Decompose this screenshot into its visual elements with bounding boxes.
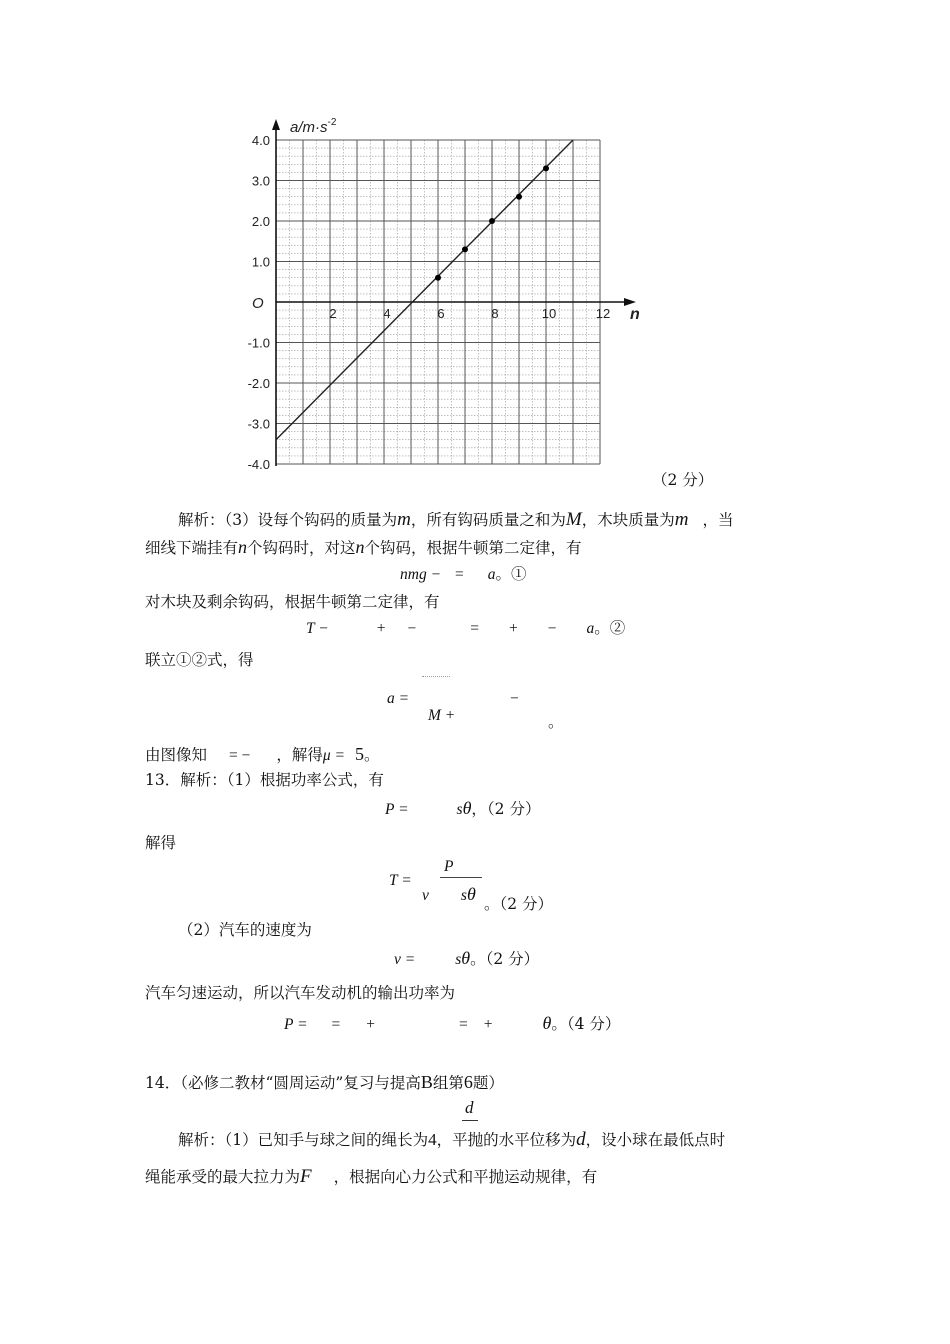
equation-1: nmg − = a。① (400, 565, 527, 583)
fraction-bar (440, 877, 482, 878)
x-tick-label: 4 (383, 306, 391, 321)
x-axis-label: n (630, 306, 640, 323)
equation-13d: P = = + = + θ。（4 分） (284, 1013, 621, 1033)
equation-3-denominator: M + (428, 707, 456, 724)
data-point (435, 275, 441, 281)
analysis-14-line-2: 绳能承受的最大拉力为F ，根据向心力公式和平抛运动规律，有 (145, 1166, 598, 1187)
x-tick-label: 12 (595, 306, 611, 321)
y-tick-label: 4.0 (251, 133, 270, 148)
y-axis-label-exponent: -2 (327, 117, 337, 128)
acceleration-vs-n-chart (240, 112, 660, 497)
equation-3-lhs: a = (387, 690, 410, 707)
chart-score: （2 分） (652, 471, 714, 489)
analysis-line-4: 联立①②式，得 (145, 651, 254, 669)
data-series (276, 140, 573, 440)
y-tick-label: -4.0 (247, 457, 270, 472)
equation-3-numerator-trace (422, 676, 450, 679)
y-tick-label: 1.0 (251, 254, 270, 270)
axes (272, 119, 636, 466)
fraction-d-numerator: d (465, 1098, 474, 1117)
equation-13b-numerator: P (444, 858, 454, 875)
x-tick-label: 8 (491, 306, 499, 321)
equation-13b-denominator: v sθ (422, 884, 476, 904)
fraction-d-bar (462, 1120, 478, 1121)
data-point (462, 246, 468, 252)
question-14-heading: 14．（必修二教材“圆周运动”复习与提高B组第6题） (145, 1072, 504, 1092)
x-tick-label: 6 (437, 306, 445, 321)
y-tick-label: -2.0 (247, 376, 270, 391)
y-axis-arrow-icon (272, 119, 280, 130)
origin-label: O (252, 295, 264, 312)
equation-13a: P = sθ，（2 分） (385, 798, 541, 818)
equation-13c: v = sθ。（2 分） (394, 948, 540, 968)
data-point (543, 165, 549, 171)
analysis-line-5: 由图像知 = − ，解得μ = 5。 (145, 744, 380, 764)
question-13-part-2: （2）汽车的速度为 (178, 921, 312, 939)
equation-3-tail: 。 (548, 713, 564, 731)
data-point (489, 218, 495, 224)
equation-3-minus: − (510, 690, 519, 707)
analysis-line-2: 细线下端挂有n个钩码时，对这n个钩码，根据牛顿第二定律，有 (145, 537, 582, 557)
y-tick-label: -3.0 (247, 416, 270, 432)
y-tick-label: 2.0 (251, 214, 270, 229)
x-axis-arrow-icon (624, 298, 636, 306)
y-tick-label: -1.0 (247, 335, 270, 351)
x-tick-label: 10 (541, 306, 557, 321)
y-tick-label: 3.0 (251, 173, 270, 189)
equation-13b-tail: 。（2 分） (484, 895, 554, 913)
equation-2: T − + − = + − a。② (306, 619, 626, 637)
data-point (516, 194, 522, 200)
analysis-line-1: 解析：（3）设每个钩码的质量为m，所有钩码质量之和为M，木块质量为m ，当 (178, 509, 734, 530)
analysis-14-line-1: 解析：（1）已知手与球之间的绳长为4，平抛的水平位移为d，设小球在最低点时 (178, 1129, 726, 1150)
analysis-line-6: 汽车匀速运动，所以汽车发动机的输出功率为 (145, 984, 456, 1002)
fit-line (276, 140, 573, 440)
equation-13b-lhs: T = (389, 872, 412, 889)
analysis-line-3: 对木块及剩余钩码，根据牛顿第二定律，有 (145, 593, 440, 611)
question-13-heading: 13．解析：（1）根据功率公式，有 (145, 771, 384, 789)
y-axis-label: $a/m\cdot s^{-2}$ (290, 117, 337, 136)
x-tick-label: 2 (329, 306, 337, 321)
solve-label: 解得 (145, 834, 177, 852)
